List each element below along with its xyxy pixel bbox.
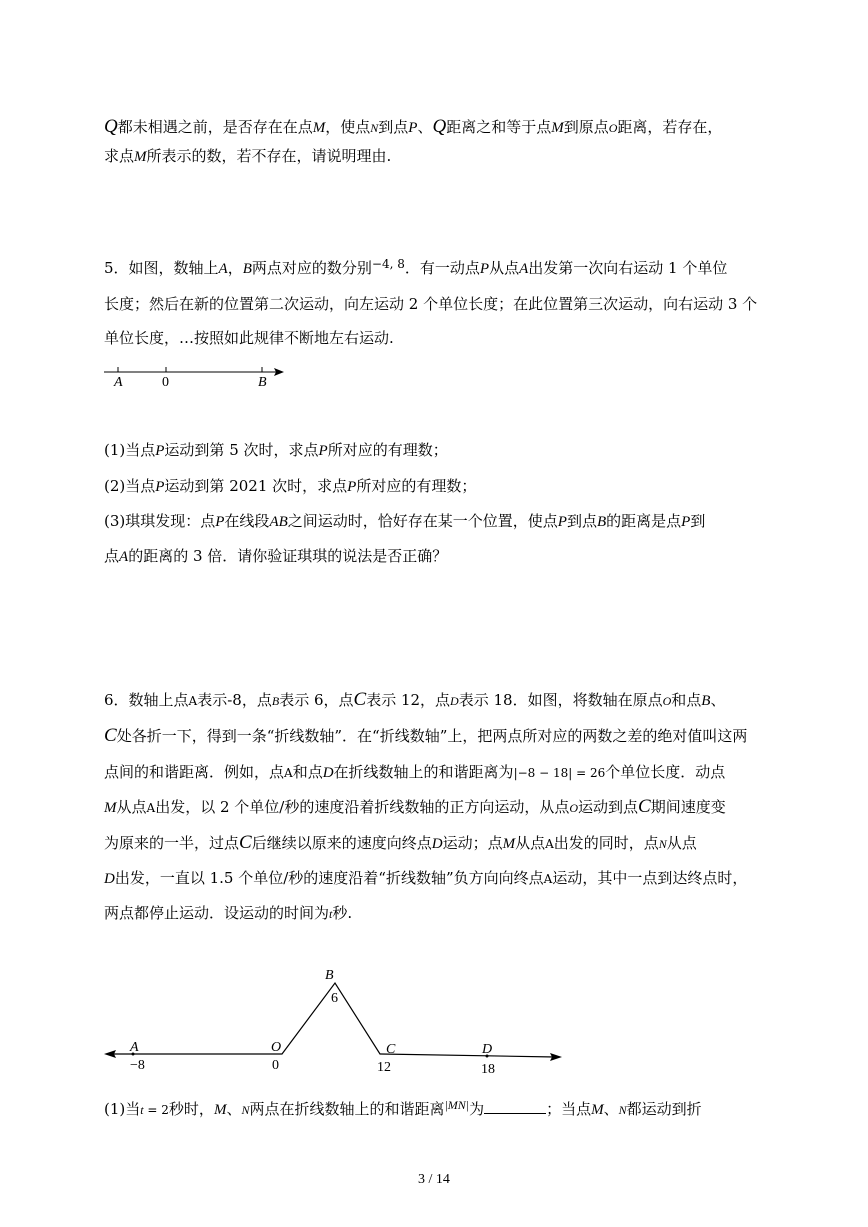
q5-fig-label-0: 0 <box>162 375 169 390</box>
q6-line-6: D出发，一直以 1.5 个单位/秒的速度沿着“折线数轴”负方向向终点A运动，其中一点到达终点时， <box>104 869 748 887</box>
q5-number-line-figure <box>100 362 300 392</box>
q5-line-3: 单位长度，…按照如此规律不断地左右运动. <box>104 329 394 347</box>
q6-fig-label-A: A <box>130 1040 139 1055</box>
q6-folded-number-line-figure <box>100 965 570 1080</box>
q6-line-2: C处各折一下，得到一条“折线数轴”．在“折线数轴”上，把两点所对应的两数之差的绝对值叫这两 <box>104 725 748 746</box>
q5-fig-label-B: B <box>258 375 267 390</box>
q6-fig-label-C: C <box>386 1042 396 1057</box>
q6-question-1: (1)当t = 2秒时，M、N两点在折线数轴上的和谐距离$^{|MN|}$为 ；当点M、N都运动到折 <box>104 1098 702 1118</box>
q5-line-1: 5．如图，数轴上A，B两点对应的数分别$^{-4, 8}$．有一动点P从点A出发第一次向右运动 1 个单位 <box>104 257 728 277</box>
q6-line-7: 两点都停止运动．设运动的时间为t秒. <box>104 904 353 922</box>
q6-line-5: 为原来的一半，过点C后继续以原来的速度向终点D运动；点M从点A出发的同时，点N从点 <box>104 832 697 853</box>
q5-fig-label-A: A <box>114 375 123 390</box>
q6-fig-label-D: D <box>482 1042 493 1057</box>
answer-blank[interactable] <box>484 1099 546 1114</box>
q6-line-4: M从点A出发，以 2 个单位/秒的速度沿着折线数轴的正方向运动，从点O运动到点C期间速度变 <box>104 796 726 817</box>
top-line-2: 求点M所表示的数，若不存在，请说明理由. <box>104 147 392 165</box>
q6-fig-label-O: O <box>271 1040 282 1055</box>
q5-part-2: (2)当点P运动到第 2021 次时，求点P所对应的有理数； <box>104 477 477 495</box>
q6-fig-value-C: 12 <box>377 1060 391 1075</box>
q6-fig-label-B: B <box>325 968 334 983</box>
q6-line-1: 6．数轴上点A表示-8，点B表示 6，点C表示 12，点D表示 18．如图，将数轴在原点O和点B、 <box>104 689 726 710</box>
q6-fig-value-D: 18 <box>481 1062 495 1077</box>
q6-fig-value-B: 6 <box>331 991 338 1006</box>
q6-fig-value-O: 0 <box>272 1058 279 1073</box>
q5-line-2: 长度；然后在新的位置第二次运动，向左运动 2 个单位长度；在此位置第三次运动，向右运动 3 个 <box>104 295 758 313</box>
q6-line-3: 点间的和谐距离．例如，点A和点D在折线数轴上的和谐距离为|−8 − 18| = 26个单位长度．动点 <box>104 763 726 781</box>
q6-harmony-example-expr: |−8 − 18| = 26 <box>513 766 606 780</box>
top-line-1: Q都未相遇之前，是否存在在点M，使点N到点P、Q距离之和等于点M到原点O距离，若存在， <box>104 116 723 137</box>
q5-part-1: (1)当点P运动到第 5 次时，求点P所对应的有理数； <box>104 441 448 459</box>
page-number: 3 / 14 <box>418 1172 450 1187</box>
q5-part-3a: (3)琪琪发现：点P在线段AB之间运动时，恰好存在某一个位置，使点P到点B的距离是点P到 <box>104 512 706 530</box>
q6-fig-value-A: −8 <box>130 1058 145 1073</box>
var-Q: Q <box>104 116 118 137</box>
q5-part-3b: 点A的距离的 3 倍．请你验证琪琪的说法是否正确？ <box>104 547 448 565</box>
